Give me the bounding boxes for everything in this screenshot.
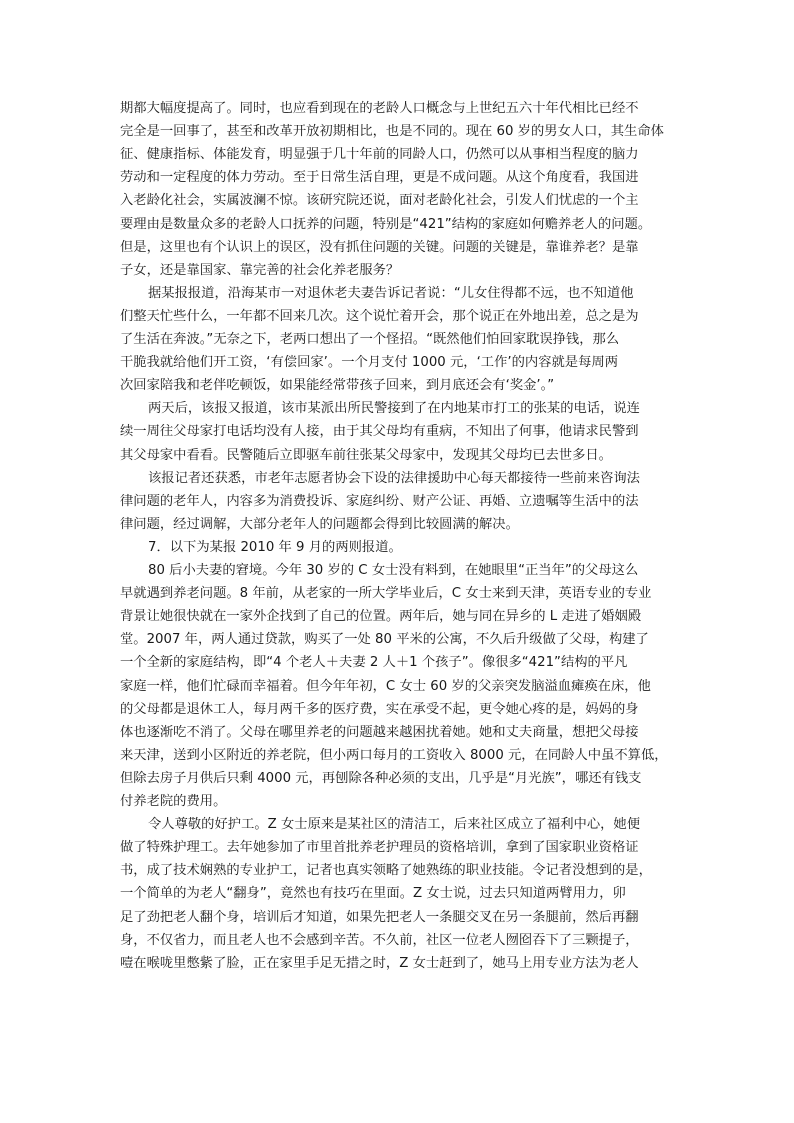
text-line: 征、健康指标、体能发育，明显强于几十年前的同龄人口，仍然可以从事相当程度的脑力 xyxy=(120,147,639,163)
text-line: 书，成了技术娴熟的专业护工，记者也真实领略了她熟练的职业技能。令记者没想到的是， xyxy=(120,863,652,879)
text-line: 续一周往父母家打电话均没有人接，由于其父母均有重病，不知出了何事，他请求民警到 xyxy=(120,424,639,440)
text-line: 律问题，经过调解，大部分老年人的问题都会得到比较圆满的解决。 xyxy=(120,516,519,532)
text-line: 但除去房子月供后只剩 4000 元，再刨除各种必须的支出，几乎是“月光族”，哪还有钱支 xyxy=(120,770,642,786)
text-line: 足了劲把老人翻个身，培训后才知道，如果先把老人一条腿交叉在另一条腿前，然后再翻 xyxy=(120,909,639,925)
text-line: 律问题的老年人，内容多为消费投诉、家庭纠纷、财产公证、再婚、立遗嘱等生活中的法 xyxy=(120,493,639,509)
text-line: 身，不仅省力，而且老人也不会感到辛苦。不久前，社区一位老人囫囵吞下了三颗提子， xyxy=(120,932,639,948)
text-line: 要理由是数量众多的老龄人口抚养的问题，特别是“421”结构的家庭如何赡养老人的问题。 xyxy=(120,216,652,232)
text-line: 其父母家中看看。民警随后立即驱车前往张某父母家中，发现其父母均已去世多日。 xyxy=(120,447,612,463)
text-line: 完全是一回事了，甚至和改革开放初期相比，也是不同的。现在 60 岁的男女人口，其生命体 xyxy=(120,124,664,140)
text-line: 早就遇到养老问题。8 年前，从老家的一所大学毕业后，C 女士来到天津，英语专业的专业 xyxy=(120,586,652,602)
text-line: 了生活在奔波。”无奈之下，老两口想出了一个怪招。“既然他们怕回家耽误挣钱，那么 xyxy=(120,332,620,347)
text-line: 据某报报道，沿海某市一对退休老夫妻告诉记者说：“儿女住得都不远，也不知道他 xyxy=(148,285,634,301)
text-line: 家庭一样，他们忙碌而幸福着。但今年年初，C 女士 60 岁的父亲突发脑溢血瘫痪在床，他 xyxy=(120,678,651,694)
text-line: 噎在喉咙里憋紫了脸，正在家里手足无措之时，Z 女士赶到了，她马上用专业方法为老人 xyxy=(120,955,639,971)
text-line: 80 后小夫妻的窘境。今年 30 岁的 C 女士没有料到，在她眼里“正当年”的父母这么 xyxy=(148,563,639,578)
text-line: 做了特殊护理工。去年她参加了市里首批养老护理员的资格培训，拿到了国家职业资格证 xyxy=(120,840,639,856)
text-line: 两天后，该报又报道，该市某派出所民警接到了在内地某市打工的张某的电话，说连 xyxy=(148,401,640,417)
text-line: 堂。2007 年，两人通过贷款，购买了一处 80 平米的公寓，不久后升级做了父母，构建了 xyxy=(120,632,649,648)
text-line: 一个简单的为老人“翻身”，竟然也有技巧在里面。Z 女士说，过去只知道两臂用力，卯 xyxy=(120,886,626,902)
text-line: 7．以下为某报 2010 年 9 月的两则报道。 xyxy=(148,539,402,555)
text-line: 体也逐渐吃不消了。父母在哪里养老的问题越来越困扰着她。她和丈夫商量，想把父母接 xyxy=(120,724,639,740)
text-line: 劳动和一定程度的体力劳动。至于日常生活自理，更是不成问题。从这个角度看，我国进 xyxy=(120,170,639,186)
text-line: 入老龄化社会，实属波澜不惊。该研究院还说，面对老龄化社会，引发人们忧虑的一个主 xyxy=(120,193,639,209)
text-line: 干脆我就给他们开工资，‘有偿回家’。一个月支付 1000 元，‘工作’的内容就是每周两 xyxy=(120,355,618,371)
text-line: 子女，还是靠国家、靠完善的社会化养老服务？ xyxy=(120,262,400,278)
text-line: 来天津，送到小区附近的养老院，但小两口每月的工资收入 8000 元，在同龄人中虽不算低， xyxy=(120,747,668,763)
text-line: 该报记者还获悉，市老年志愿者协会下设的法律援助中心每天都接待一些前来咨询法 xyxy=(148,470,640,486)
text-line: 背景让她很快就在一家外企找到了自己的位置。两年后，她与同在异乡的 L 走进了婚姻殿 xyxy=(120,609,642,625)
text-line: 们整天忙些什么，一年都不回来几次。这个说忙着开会，那个说正在外地出差，总之是为 xyxy=(120,308,639,324)
text-line: 但是，这里也有个认识上的误区，没有抓住问题的关键。问题的关键是，靠谁养老？是靠 xyxy=(120,239,639,255)
text-line: 付养老院的费用。 xyxy=(120,794,227,809)
text-line: 次回家陪我和老伴吃顿饭，如果能经常带孩子回来，到月底还会有‘奖金’。” xyxy=(120,378,555,394)
text-line: 期都大幅度提高了。同时，也应看到现在的老龄人口概念与上世纪五六十年代相比已经不 xyxy=(120,101,639,116)
text-line: 的父母都是退休工人，每月两千多的医疗费，实在承受不起，更令她心疼的是，妈妈的身 xyxy=(120,701,639,717)
text-line: 令人尊敬的好护工。Z 女士原来是某社区的清洁工，后来社区成立了福利中心，她便 xyxy=(148,817,641,833)
text-line: 一个全新的家庭结构，即“4 个老人＋夫妻 2 人＋1 个孩子”。像很多“421”结构的平凡 xyxy=(120,655,628,671)
